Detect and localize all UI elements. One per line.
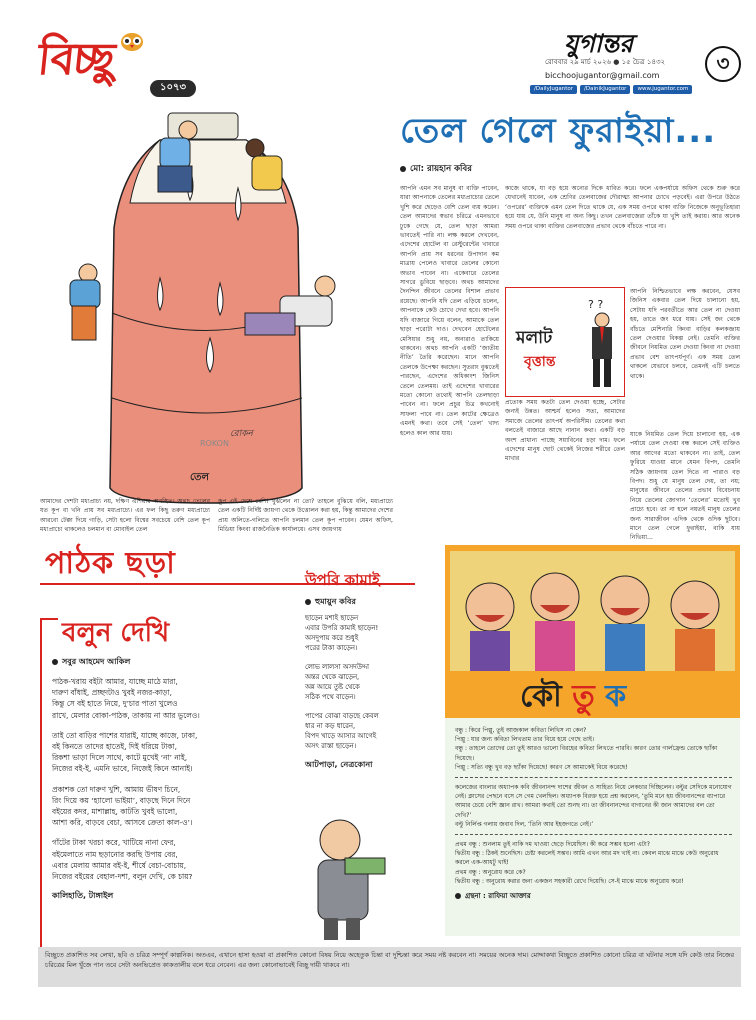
brand-logo: বিচ্ছু <box>35 34 116 85</box>
poem-title: বলুন দেখি <box>62 618 170 648</box>
joke-3: প্রথম বন্ধু : শুনলাম তুই নাকি দম খাওয়া ছেড়ে দিয়েছিস। কী করে সম্ভব হলো এটা? দ্বিতীয় বন্ধু : ঠিকই শুনেছিস। চেষ্টা করলেই সম্ভব। আমি এখন আর মদ খাই না। কেবল মাঝে মাঝে কেউ অনুরোধ করলে এক-আধটু খাই! প্রথম বন্ধু : অনুরোধ করে কে? দ্বিতীয় বন্ধু : অনুরোধ করার জন্য একজন সহকারী রেখে দিয়েছি। সে-ই মাঝে মাঝে অনুরোধ করে! <box>455 841 719 885</box>
facebook-link[interactable]: /DailyJugantor <box>530 85 577 94</box>
poem-border-top <box>40 618 58 620</box>
brittanto-label: বৃত্তান্ত <box>524 354 556 370</box>
oil-bottle-illustration <box>40 108 380 503</box>
koutuk-title <box>520 678 626 716</box>
poem-2-title: উপরি কামাই <box>305 571 380 589</box>
section-title-pathok-chhora: পাঠক ছড়া <box>45 546 176 581</box>
suited-man-icon <box>584 296 620 392</box>
disclaimer-footer: বিচ্ছুতে প্রকাশিত সব লেখা, ছবি ও চরিত্র সম্পূর্ণ কাল্পনিক। অতএব, এখানে হাসা হওয়া বা প্রকাশিত কোনো বিষয় নিয়ে অহেতুক চিন্তা বা দুশ্চিন্তা করে সময় নষ্ট করবেন না। সময়ের অনেক দাম। মোদ্দাকথা বিচ্ছুতে প্রকাশিত কোনো চরিত্র বা ঘটনার সঙ্গে যদি কেউ তার নিজের চরিত্রের মিল খুঁজে পান তবে সেটা অনভিপ্রেত কাকতালীয় বলে ধরে নেবেন। এর জন্য কোনোভাবেই বিচ্ছু দায়ী থাকবে না। <box>38 947 741 987</box>
artist-signature: রোকন <box>230 429 253 439</box>
article-col-5 <box>630 430 740 542</box>
paragraph: কাজে থাকে, যা বড় হয়ে অন্যের দিকে ধাবিত করে। ফলে একপর্যায়ে অফিস থেকে শুরু করে যেখানেই যাবেন, এক শ্রেণির তেলবাজের দৌরাত্ম্য আপনার চোখে পড়বেই। এরা উপরে উঠতে ‘ওপরের’ ব্যক্তিকে এমন তেল দিতে থাকে যে, এক সময় ওপরে থাকা ব্যক্তি নিজেকে অনুভূতিহারা হয়ে যায় যে, উনি মানুষ না অন্য কিছু। তখন তেলবাজেরা তাঁকে যা খুশি তাই করায়। আর অনেক সময় ওপরে থাকা ব্যক্তির তেলবাজের প্রভাব থেকে বাঁচতে পারে না। <box>505 185 740 230</box>
owl-mascot-icon <box>118 30 146 52</box>
poem-author: সবুর আহমেদ আকিল <box>52 657 292 667</box>
koutuk-letter: ক <box>605 679 627 714</box>
koutuk-jokes-box <box>445 718 740 936</box>
feature-byline <box>400 164 472 175</box>
poem-2-body: ছাড়েন মশাই ছাড়েন এবার উপরি কামাই ছাড়েন! অসদুপায় করে শুধুই পরের টাকা কাড়েন। লোভ লালসা অসদউদ্দা অন্তর থেকে ঝাড়েন, অন্ন আয়ে তুষ্ট থেকে সঠিক পথে বাড়েন। পাপের বোঝা বাড়ছে কেবল ধার না কড় ধারেন, বিপদ খাড়ে আসার আগেই অসৎ রাস্তা ছাড়েন। <box>305 614 379 750</box>
compiler-credit: গ্রন্থনা : রাফিয়া আক্তার <box>455 892 732 901</box>
svg-text:? ?: ? ? <box>588 298 604 311</box>
poem-1 <box>52 657 292 901</box>
stanza: তাই তো বাড়ির পাশের যারাই, যাচ্ছে কাজে, ঢাকা, বই কিনতে তাদের হাতেই, দিই ধরিয়ে টাকা, রিকশা ভাড়া দিলে সাথে, কাটে মুখেই ‘না’ নাই, নিজের বই-ই, এমনি ভাবে, নিজেই কিনে আনাই। <box>52 730 198 774</box>
paragraph: যাকে নিয়মিত তেল দিয়ে চালানো হয়, এক পর্যায়ে তেল দেওয়া বন্ধ করলে সেই ব্যক্তিও আর আগের মতো থাকবেন না। তাই, তেল ফুরিয়ে যাওয়া মানে যেমন বিপদ, তেমনি সঠিক জায়গায় তেল দিতে না পারাও বড় বিপদ। শুধু যে মানুষ তেল দেয়, তা নয়; মানুষের জীবনে তেলের প্রভাব বিবেচনায় নিয়ে তেলের জোগান ‘তেলের’ মতোই খুব প্রাচ্যে হবে। তা না হলে নয়তই মানুষ তেলের জন্য সারাজীবন এদিক থেকে ওদিক ছুটবে। মানে তেল গেলে ফুরাইয়া, বাকি যায় নিভিয়া... <box>630 431 740 542</box>
byline-author: মো: রায়হান কবির <box>410 164 472 174</box>
paragraph: আপনি এমন সব মানুষ বা ব্যক্তি পাবেন, যারা আপনাকে তেলের মধ্যপ্রাচ্যের তেলে খুশি করে ছেড়েও বেশি তেল ব্যয় করেন। তেল আমাদের স্বভাব চরিত্রে এমনভাবে ঢুকে গেছে যে, তেল ছাড়া আমরা ভাবতেই পারি না। লক্ষ করলে দেখবেন, এদেশের হোটেল বা রেস্টুরেন্টের খাবারে আপনি প্রায় সব ধরনের উপাদান কম মাত্রায় পেলেও খাবারে তেলের কোনো অভাব পাবেন না। একেবারে তেলের সাগরে ডুবিয়ে ছাড়বে। অথচ আমাদের দৈনন্দিন জীবনে তেলের বিশাল প্রভাব রয়েছে। আপনি যদি তেল এড়িয়ে চলেন, আপনাকে কেউ চোখে দেখা হবে। আপনি যদি বাজারে গিয়ে বলেন, আমাকে তেল ছাড়া পরোটা দাও। দেখবেন হোটেলের মেসিয়ার শুধু নয়, অন্যরাও তাকিয়ে থাকবেন। অথচ আপনি একটি ‘জাতীয় নীতি’ তৈরি করেছেন। মানে আপনি তেলকে উপেক্ষা করছেন। সুতরাং বুঝতেই পারছেন, এদেশের অধিকাংশ জিনিস তেলে তেলময়। তাই এদেশের খাবারের মতো কোনো তথ্যেই আপনি তেলছাড়া পাবেন না। ফলে প্রচুর চিত্র কখনোই সাফল্য পাবে না। তেল কাটের ক্ষেত্রেও এমনই কথা। তবে সেই ‘তেল’ খাদ্য হলেও কাল আর যায়। <box>400 185 499 437</box>
stanza: পাঠক-খরায় বইটা আমার, যাচ্ছে মাঠে মারা, দারুণ বাঁধাই, প্রচ্ছদটাও খুবই নজর-কাড়া, কিন্তু সে বই হাতে নিয়ে, দু’চার পাতা খুলেও রাখে, মেলার বোকা-পাঠক, তাকায় না আর ভুলেও। <box>52 677 200 720</box>
koutuk-letter: কৌ <box>520 679 573 714</box>
joke-1: বন্ধু : কিরে পিল্পু, তুই আজকাল কবিতা লিখিস না কেন? পিল্পু : যার জন্য কবিতা লিখতাম তার বিয়ে হয়ে গেছে তাই। বন্ধু : তাহলে তোদের তো তুই আরও ভালো বিরহের কবিতা লিখতে পারবি। কারণ তোর গার্লফ্রেন্ড তোকে ছ্যাঁকা দিয়েছে। পিল্পু : সত্যি বন্ধু খুব বড় ছ্যাঁকা দিয়েছে! কারণ সে আমাকেই বিয়ে করেছে! <box>455 727 718 771</box>
poem-2-author: হুমায়ুন কবির <box>305 597 440 607</box>
page-number: ৩ <box>705 46 741 82</box>
article-col-3 <box>505 184 740 284</box>
poem-2-place: আটপাড়া, নেত্রকোনা <box>305 760 373 769</box>
malat-brittanto-box <box>505 287 625 397</box>
joke-2: কলেজের বাংলার অধ্যাপক কবি জীবনানন্দ দাশের জীবন ও সাহিত্য নিয়ে লেকচার দিচ্ছিলেন। বল্টুর সেদিকে মনোযোগ নেই। ক্লাসের পেছনে বসে সে গেম খেলছিল। অধ্যাপক বিরক্ত হয়ে প্রশ্ন করলেন, ‘তুমি মনে হয় জীবনানন্দের ব্যাপারে আমার চেয়ে বেশি জ্ঞান রাখ। আমরা কথাই তো শুনছ না। তা জীবনানন্দের বাগানের কী জান আমাদের বল তো দেখি?’ বল্টু নির্লিপ্ত গলায় জবাব দিল, ‘তিনি আর ইহজগতে নেই।’ <box>455 784 732 828</box>
feature-headline: তেল গেলে ফুরাইয়া... <box>400 111 717 151</box>
poem-place: কালিহাতি, টাঙ্গাইল <box>52 891 114 901</box>
paragraph: আপনি নিশ্চিতভাবে লক্ষ করবেন, যেসব জিনিস একবার তেল দিয়ে চালানো হয়, সেটায় যদি পরবর্তীতে আর তেল না দেওয়া হয়, তাতে জং ধরে যায়। সেই জং থেকে বাঁচতে মেশিনারি কিংবা বাড়ির কলকব্জায় তেল দেওয়ার বিকল্প নেই। তেমনি ব্যক্তির জীবনে নিয়মিত তেল দেওয়া কিংবা না দেওয়া প্রভাব বেশ তাৎপর্যপূর্ণ। এক সময় তেল থাকলে যেভাবে চলবে, তেমনই এটি চলতে থাকে। <box>630 288 740 380</box>
poem-border <box>40 618 42 963</box>
facebook-link-2[interactable]: /DainikJugantor <box>580 85 630 94</box>
email-address[interactable]: bicchoojugantor@gmail.com <box>545 71 660 80</box>
paragraph: আমাদের দেশটা মধ্যপ্রাচ্য নয়, দক্ষিণ এশিয়ায় অবস্থিত। অথচ তেলের যত কূপ বা খনি প্রায় সব মধ্যপ্রাচ্যে। এর ফল কিছু তরুণ মধ্যপ্রাচ্যে আরবো টেক্কা দিয়ে গাড়ি, সেটা হলো বিশ্বের সবচেয়ে বেশি তেল কূপ মধ্যপ্রাচ্যে থাকলেও চলমান বা মোবাইল তেল <box>40 498 210 534</box>
bottle-label: তেল <box>190 472 210 483</box>
paragraph: কূপ এই দেশে বেশি! বুঝলেন না তো? তাহলে বুঝিয়ে বলি, মধ্যপ্রাচ্যে তেল একটি নির্দিষ্ট জায়গা থেকে উত্তোলন করা হয়, কিন্তু আমাদের দেশের প্রায় অলিতে-গলিতে আপনি চলমান তেল কূপ পাবেন। যেমন অফিস, মিডিয়া কিংবা রাজনৈতিক কার্যালয়ে। এসব জায়গায় <box>218 498 393 534</box>
poem-2 <box>305 597 440 770</box>
article-bottom-left <box>40 497 210 537</box>
social-links <box>530 85 692 94</box>
website-link[interactable]: www.jugantor.com <box>633 85 692 94</box>
article-col-4 <box>630 287 740 427</box>
article-col-1 <box>400 184 499 529</box>
issue-number: ১০৭৩ <box>150 80 196 97</box>
man-with-money-illustration <box>300 808 410 943</box>
article-bottom-mid <box>218 497 393 537</box>
dateline: রোববার ২৯ মার্চ ২০২৬ ● ১৫ চৈত্র ১৪৩২ <box>545 58 666 66</box>
newspaper-name: যুগান্তর <box>564 29 634 58</box>
svg-text:ROKON: ROKON <box>200 439 229 448</box>
malat-label: মলাট <box>516 328 553 348</box>
stanza: প্রকাশক তো দারুণ খুশি, আমায় ভীষণ চিনে, রিং দিয়ে কয় ‘হ্যালো ভাইয়া’, বাড়ছে দিনে দিনে বইয়ের কদর, মাশাল্লাহ, কাটতি খুবই ভালো, আশা করি, বাড়বে বেচা, আসবে ক্রেতা কাল-ও’। <box>52 784 193 828</box>
stanza: গাঁটের টাকা খরচা করে, খাটিয়ে নানা ফের, বইমেলাতে নাম ছড়ানোর করছি উপায় বের, এবার মেলায় আমার বই-ই, শীর্ষে বেচা-বোচায়, নিজের বইয়ের বেহাল-দশা, বলুন দেখি, কে চায়? <box>52 838 193 882</box>
article-col-2 <box>505 398 625 529</box>
koutuk-letter: তু <box>572 679 606 714</box>
poem-body <box>52 676 292 882</box>
paragraph: প্রত্যেক সময় কতটা তেল দেওয়া হচ্ছে, সেটার জন্যই উন্নত। আশ্চর্য হলেও সত্য, আমাদের সমাজে তেলের তাৎপর্য অপরিসীম। তেলের কথা বলতেই বাজারে আছে নানান কথা। একটি বড় অংশ প্রাধান্য পাচ্ছে সয়াবিনের চড়া দাম। ফলে এদেশের মানুষ ছোট থেকেই নিজের শরীরে তেল মাখার <box>505 399 625 463</box>
